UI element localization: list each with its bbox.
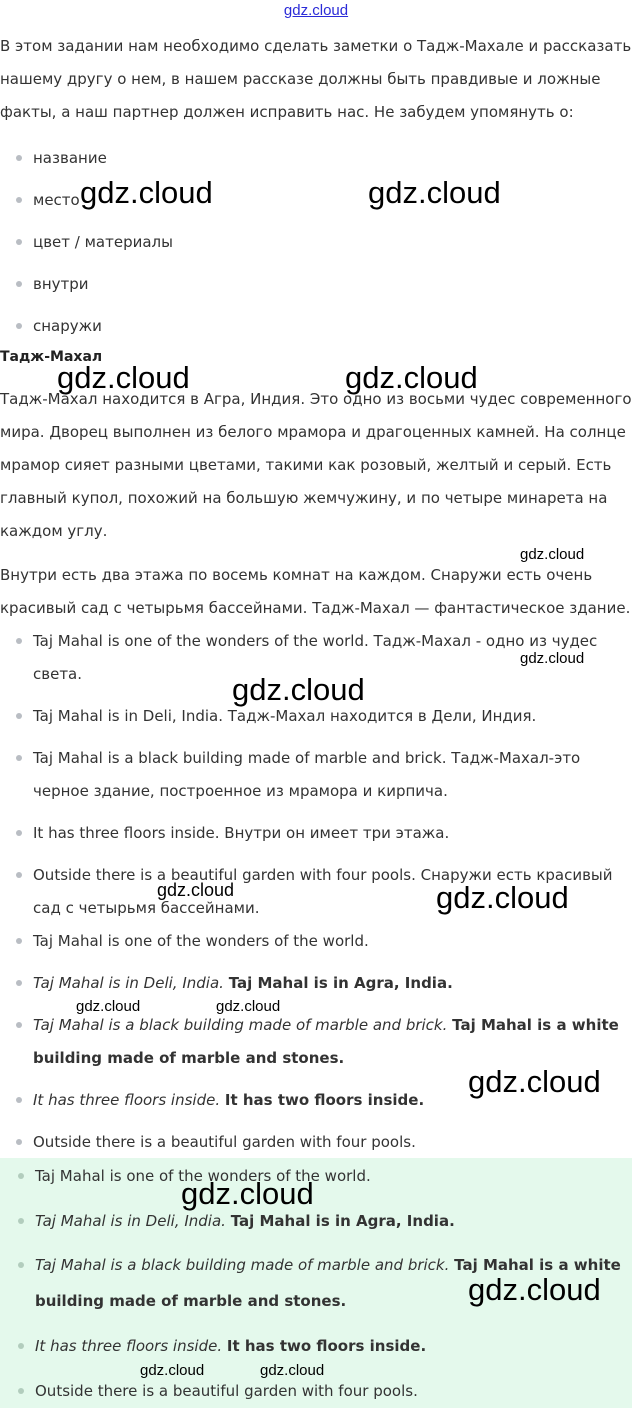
- list-item: Taj Mahal is one of the wonders of the world.: [35, 1167, 371, 1185]
- bullet-icon: [16, 155, 22, 161]
- watermark: gdz.cloud: [232, 672, 365, 707]
- bullet-icon: [16, 713, 22, 719]
- bullet-icon: [16, 830, 22, 836]
- list-item: Taj Mahal is one of the wonders of the world. Тадж-Махал - одно из чудес света.: [33, 632, 598, 683]
- list-item: Outside there is a beautiful garden with four pools.: [33, 1133, 416, 1151]
- watermark: gdz.cloud: [157, 880, 235, 900]
- bullet-icon: [16, 755, 22, 761]
- bullet-icon: [16, 239, 22, 245]
- list-item: Taj Mahal is in Deli, India. Taj Mahal is in Agra, India.: [33, 974, 453, 992]
- bullet-icon: [16, 1097, 22, 1103]
- list-item: Outside there is a beautiful garden with four pools.: [35, 1382, 418, 1400]
- bullet-icon: [16, 980, 22, 986]
- watermark: gdz.cloud: [468, 1272, 601, 1307]
- list-item: снаружи: [33, 317, 102, 335]
- watermark: gdz.cloud: [520, 546, 585, 563]
- intro-paragraph: В этом задании нам необходимо сделать заметки о Тадж-Махале и рассказать нашему другу о нем, в нашем рассказе должны быть правдивые и ложные факты, а наш партнер должен исправить нас. Не забудем упомянуть о:: [0, 37, 632, 121]
- description-paragraph-1: Тадж-Махал находится в Агра, Индия. Это одно из восьми чудес современного мира. Дворец выполнен из белого мрамора и драгоценных камней. На солнце мрамор сияет разными цветами, такими как розовый, желтый и серый. Есть главный купол, похожий на большую жемчужину, и по четыре минарета на каждом углу.: [0, 390, 632, 540]
- bullet-icon: [16, 638, 22, 644]
- watermark: gdz.cloud: [140, 1362, 205, 1379]
- bullet-icon: [16, 197, 22, 203]
- bullet-icon: [16, 1139, 22, 1145]
- list-item: место: [33, 191, 80, 209]
- list-item: It has three floors inside. It has two floors inside.: [33, 1091, 425, 1109]
- watermark: gdz.cloud: [181, 1176, 314, 1211]
- watermark: gdz.cloud: [80, 175, 213, 210]
- bullet-icon: [18, 1173, 24, 1179]
- watermark: gdz.cloud: [76, 998, 141, 1015]
- list-item: Taj Mahal is in Deli, India. Тадж-Махал находится в Дели, Индия.: [33, 707, 537, 725]
- watermark: gdz.cloud: [216, 998, 281, 1015]
- watermark: gdz.cloud: [57, 360, 190, 395]
- list-item: It has three floors inside. It has two floors inside.: [35, 1337, 427, 1355]
- bullet-icon: [18, 1218, 24, 1224]
- bullet-icon: [16, 281, 22, 287]
- list-item: It has three floors inside. Внутри он имеет три этажа.: [33, 824, 450, 842]
- section-heading: Тадж-Махал: [0, 349, 103, 365]
- bullet-icon: [18, 1262, 24, 1268]
- watermark: gdz.cloud: [520, 650, 585, 667]
- watermark: gdz.cloud: [468, 1064, 601, 1099]
- list-item: Taj Mahal is a black building made of marble and brick. Taj Mahal is a white building made of marble and stones.: [33, 1016, 619, 1067]
- list-item: цвет / материалы: [33, 233, 173, 251]
- list-item: Outside there is a beautiful garden with four pools. Снаружи есть красивый сад с четырьмя бассейнами.: [33, 866, 613, 917]
- watermark: gdz.cloud: [436, 880, 569, 915]
- list-item: Taj Mahal is a black building made of marble and brick. Taj Mahal is a white building made of marble and stones.: [35, 1256, 621, 1310]
- list-item: Taj Mahal is one of the wonders of the world.: [33, 932, 369, 950]
- bullet-icon: [18, 1388, 24, 1394]
- watermark: gdz.cloud: [260, 1362, 325, 1379]
- list-item: Taj Mahal is a black building made of marble and brick. Тадж-Махал-это черное здание, построенное из мрамора и кирпича.: [33, 749, 581, 800]
- site-watermark-link[interactable]: gdz.cloud: [283, 2, 349, 19]
- description-paragraph-2: Внутри есть два этажа по восемь комнат на каждом. Снаружи есть очень красивый сад с четырьмя бассейнами. Тадж-Махал — фантастическое здание.: [0, 566, 631, 617]
- bullet-icon: [16, 1022, 22, 1028]
- bullet-icon: [16, 872, 22, 878]
- bullet-icon: [16, 938, 22, 944]
- list-item: название: [33, 149, 107, 167]
- list-item: Taj Mahal is in Deli, India. Taj Mahal is in Agra, India.: [35, 1212, 455, 1230]
- bullet-icon: [18, 1343, 24, 1349]
- bullet-icon: [16, 323, 22, 329]
- list-item: внутри: [33, 275, 89, 293]
- watermark: gdz.cloud: [345, 360, 478, 395]
- watermark: gdz.cloud: [368, 175, 501, 210]
